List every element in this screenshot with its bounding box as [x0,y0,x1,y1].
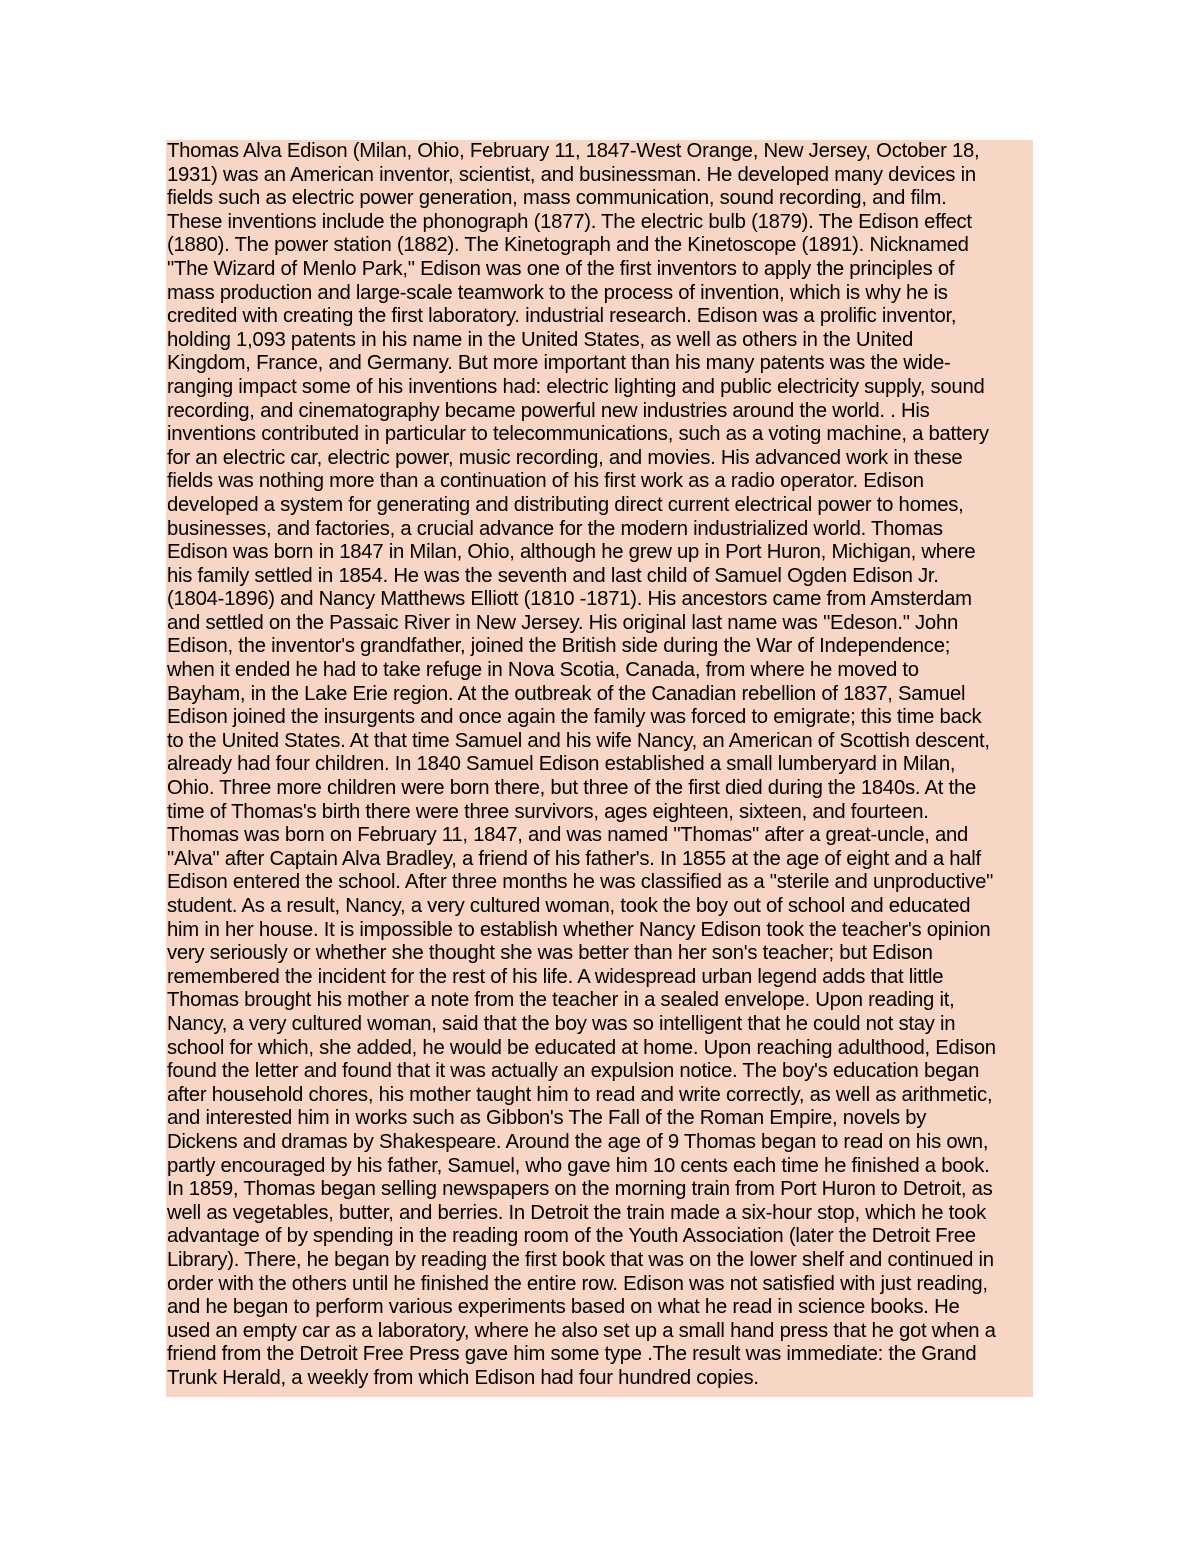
text-line: businesses, and factories, a crucial advance for the modern industrialized world. Thomas [167,517,943,540]
text-line: Edison entered the school. After three months he was classified as a "sterile and unproductive" [167,871,994,894]
text-line: recording, and cinematography became powerful new industries around the world. . His [167,399,930,422]
text-line: "The Wizard of Menlo Park," Edison was one of the first inventors to apply the principles of [167,257,955,280]
text-line: ranging impact some of his inventions had: electric lighting and public electricity supply, sound [167,375,985,398]
text-line: friend from the Detroit Free Press gave him some type .The result was immediate: the Grand [167,1343,977,1366]
text-line: Thomas was born on February 11, 1847, and was named "Thomas" after a great-uncle, and [167,824,969,847]
text-line: credited with creating the first laboratory. industrial research. Edison was a prolific inventor, [167,305,957,328]
text-line: mass production and large-scale teamwork to the process of invention, which is why he is [167,281,948,304]
text-line: Kingdom, France, and Germany. But more important than his many patents was the wide- [167,352,951,375]
text-line: Bayham, in the Lake Erie region. At the outbreak of the Canadian rebellion of 1837, Samuel [167,682,966,705]
text-line: student. As a result, Nancy, a very cultured woman, took the boy out of school and educated [167,895,971,917]
text-line: Ohio. Three more children were born there, but three of the first died during the 1840s. At the [167,777,977,800]
text-line: for an electric car, electric power, music recording, and movies. His advanced work in these [167,446,963,469]
text-line: Thomas brought his mother a note from the teacher in a sealed envelope. Upon reading it, [167,989,955,1012]
text-line: Edison, the inventor's grandfather, joined the British side during the War of Independence; [167,635,951,658]
highlighted-text-block [166,140,1033,1397]
text-line: Library). There, he began by reading the first book that was on the lower shelf and continued in [167,1248,994,1271]
text-line: developed a system for generating and distributing direct current electrical power to homes, [167,493,964,516]
text-line: him in her house. It is impossible to establish whether Nancy Edison took the teacher's opinion [167,918,991,941]
text-line: found the letter and found that it was actually an expulsion notice. The boy's education began [167,1060,980,1083]
text-line: time of Thomas's birth there were three survivors, ages eighteen, sixteen, and fourteen. [167,800,929,823]
text-line: after household chores, his mother taught him to read and write correctly, as well as arithmetic, [167,1083,993,1106]
text-line: Edison joined the insurgents and once again the family was forced to emigrate; this time back [167,706,982,729]
text-line: very seriously or whether she thought she was better than her son's teacher; but Edison [167,942,933,965]
text-line: Nancy, a very cultured woman, said that the boy was so intelligent that he could not stay in [167,1012,956,1035]
text-line: and settled on the Passaic River in New Jersey. His original last name was "Edeson." John [167,611,959,634]
text-line: and he began to perform various experiments based on what he read in science books. He [167,1296,960,1319]
text-line: In 1859, Thomas began selling newspapers on the morning train from Port Huron to Detroit, as [167,1178,993,1201]
text-line: to the United States. At that time Samuel and his wife Nancy, an American of Scottish descent, [167,729,990,752]
text-line: and interested him in works such as Gibbon's The Fall of the Roman Empire, novels by [167,1107,927,1130]
text-line: partly encouraged by his father, Samuel, who gave him 10 cents each time he finished a book. [167,1154,990,1177]
text-line: already had four children. In 1840 Samuel Edison established a small lumberyard in Milan, [167,753,956,776]
text-line: (1880). The power station (1882). The Kinetograph and the Kinetoscope (1891). Nicknamed [167,234,969,257]
text-line: Edison was born in 1847 in Milan, Ohio, although he grew up in Port Huron, Michigan, where [167,541,976,564]
text-line: remembered the incident for the rest of his life. A widespread urban legend adds that little [167,965,944,988]
text-line: fields was nothing more than a continuation of his first work as a radio operator. Edison [167,470,924,493]
text-line: when it ended he had to take refuge in Nova Scotia, Canada, from where he moved to [167,659,919,682]
text-line: holding 1,093 patents in his name in the United States, as well as others in the United [167,328,914,351]
text-line: well as vegetables, butter, and berries. In Detroit the train made a six-hour stop, which he took [167,1201,986,1224]
text-line: (1804-1896) and Nancy Matthews Elliott (1810 -1871). His ancestors came from Amsterdam [167,588,972,611]
text-line: school for which, she added, he would be educated at home. Upon reaching adulthood, Edison [167,1036,996,1059]
text-line: fields such as electric power generation, mass communication, sound recording, and film. [167,187,947,210]
text-line: order with the others until he finished the entire row. Edison was not satisfied with just reading, [167,1272,988,1295]
text-line: These inventions include the phonograph (1877). The electric bulb (1879). The Edison effect [167,210,972,233]
text-line: Dickens and dramas by Shakespeare. Around the age of 9 Thomas began to read on his own, [167,1130,989,1153]
text-line: used an empty car as a laboratory, where he also set up a small hand press that he got when a [167,1319,996,1342]
text-line: 1931) was an American inventor, scientist, and businessman. He developed many devices in [167,163,976,186]
text-line: Trunk Herald, a weekly from which Edison had four hundred copies. [167,1366,759,1389]
text-line: "Alva" after Captain Alva Bradley, a friend of his father's. In 1855 at the age of eight and a half [167,847,981,870]
text-line: Thomas Alva Edison (Milan, Ohio, February 11, 1847-West Orange, New Jersey, October 18, [167,140,980,162]
text-line: inventions contributed in particular to telecommunications, such as a voting machine, a battery [167,423,989,446]
text-line: advantage of by spending in the reading room of the Youth Association (later the Detroit Free [167,1225,976,1248]
text-line: his family settled in 1854. He was the seventh and last child of Samuel Ogden Edison Jr. [167,564,939,587]
